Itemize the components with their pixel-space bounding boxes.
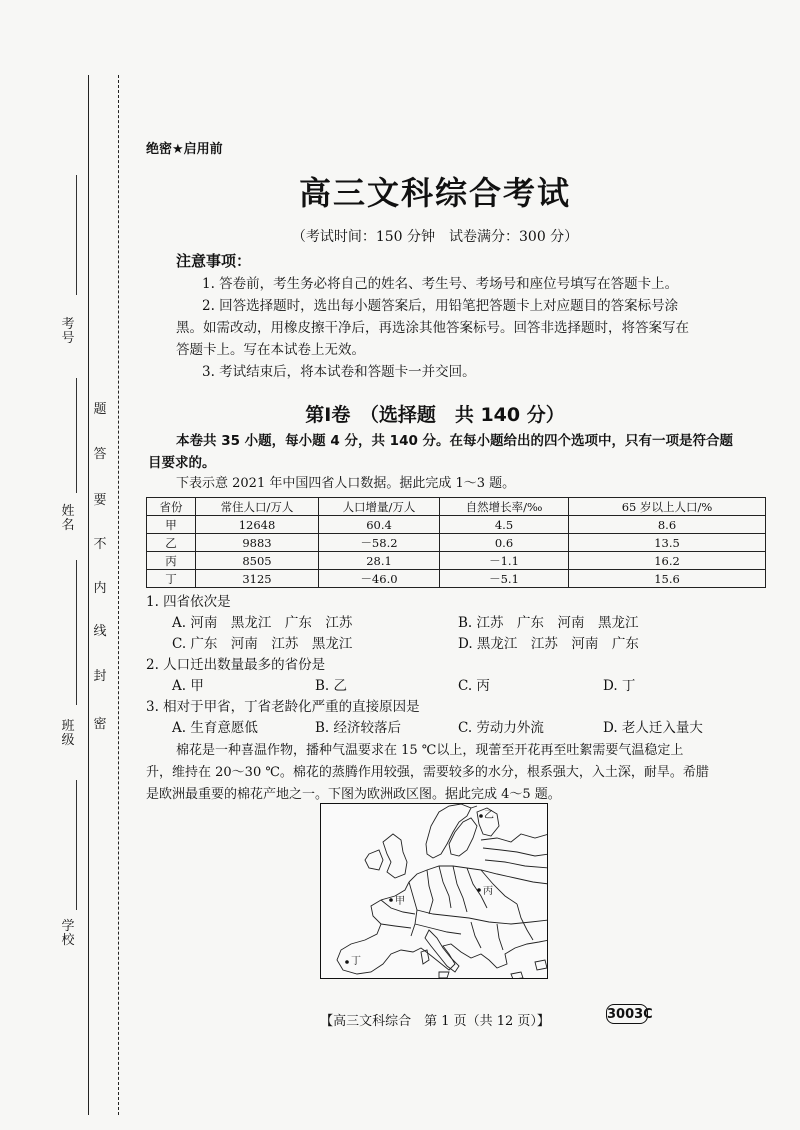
table-cell: 丁	[147, 570, 196, 588]
field-label-class: 班级	[61, 719, 75, 748]
passage-line: 升，维持在 20～30 ℃。棉花的蒸腾作用较强，需要较多的水分，根系强大，入土深，耐旱。希腊	[146, 765, 709, 780]
passage-line: 是欧洲最重要的棉花产地之一。下图为欧洲政区图。据此完成 4～5 题。	[146, 787, 561, 802]
table-header-cell: 省份	[147, 498, 196, 516]
table-cell: －5.1	[440, 570, 569, 588]
table-cell: 15.6	[569, 570, 766, 588]
table-row	[147, 534, 766, 552]
map-city-dot	[389, 898, 393, 902]
seal-char: 题	[93, 402, 107, 417]
population-table	[146, 497, 766, 588]
seal-char: 不	[93, 537, 107, 552]
answer-option[interactable]: A. 甲	[172, 678, 204, 694]
table-cell: 3125	[196, 570, 319, 588]
field-blank-class[interactable]	[76, 560, 77, 705]
section-intro: 目要求的。	[148, 455, 216, 471]
map-city-dot	[345, 960, 349, 964]
table-cell: 28.1	[319, 552, 440, 570]
passage-line: 棉花是一种喜温作物，播种气温要求在 15 ℃以上，现蕾至开花再至吐絮需要气温稳定上	[176, 743, 684, 758]
section-intro: 本卷共 35 小题，每小题 4 分，共 140 分。在每小题给出的四个选项中，只有一项是符合题	[176, 433, 734, 449]
answer-option[interactable]: A. 河南 黑龙江 广东 江苏	[172, 615, 353, 631]
map-label: 丁	[351, 956, 361, 967]
note-item: 3. 考试结束后，将本试卷和答题卡一并交回。	[202, 364, 476, 380]
map-label: 乙	[484, 810, 494, 821]
field-blank-name[interactable]	[76, 378, 77, 493]
table-cell: 8.6	[569, 516, 766, 534]
table-cell: 乙	[147, 534, 196, 552]
table-header-cell: 自然增长率/‰	[440, 498, 569, 516]
table-header-cell: 人口增量/万人	[319, 498, 440, 516]
table-row	[147, 552, 766, 570]
answer-option[interactable]: C. 丙	[458, 678, 490, 694]
seal-char: 内	[93, 581, 107, 596]
table-cell: 16.2	[569, 552, 766, 570]
answer-option[interactable]: D. 老人迁入量大	[603, 720, 703, 736]
secret-mark: 绝密★启用前	[146, 142, 223, 157]
notes-heading: 注意事项：	[176, 252, 252, 270]
table-cell: 60.4	[319, 516, 440, 534]
table-cell: 13.5	[569, 534, 766, 552]
answer-option[interactable]: D. 丁	[603, 678, 636, 694]
table-cell: 0.6	[440, 534, 569, 552]
table-cell: 4.5	[440, 516, 569, 534]
table-row	[147, 570, 766, 588]
seal-char: 答	[93, 447, 107, 462]
table-cell: 12648	[196, 516, 319, 534]
table-header-cell: 65 岁以上人口/%	[569, 498, 766, 516]
page-footer: 【高三文科综合 第 1 页（共 12 页）】	[320, 1014, 550, 1029]
field-blank-school[interactable]	[76, 780, 77, 910]
answer-option[interactable]: D. 黑龙江 江苏 河南 广东	[458, 636, 639, 652]
question-stem: 3. 相对于甲省，丁省老龄化严重的直接原因是	[146, 699, 420, 715]
table-cell: －46.0	[319, 570, 440, 588]
table-intro: 下表示意 2021 年中国四省人口数据。据此完成 1～3 题。	[176, 476, 516, 491]
page-title: 高三文科综合考试	[298, 174, 571, 212]
field-label-name: 姓名	[61, 504, 75, 533]
table-cell: 丙	[147, 552, 196, 570]
table-header-row	[147, 498, 766, 516]
note-item: 2. 回答选择题时，选出每小题答案后，用铅笔把答题卡上对应题目的答案标号涂	[202, 298, 679, 314]
table-cell: 8505	[196, 552, 319, 570]
europe-map	[320, 803, 548, 979]
map-label: 甲	[395, 896, 405, 907]
seal-char: 线	[93, 624, 107, 639]
table-header-cell: 常住人口/万人	[196, 498, 319, 516]
answer-option[interactable]: C. 广东 河南 江苏 黑龙江	[172, 636, 353, 652]
answer-option[interactable]: B. 江苏 广东 河南 黑龙江	[458, 615, 639, 631]
question-stem: 1. 四省依次是	[146, 594, 231, 610]
table-cell: －58.2	[319, 534, 440, 552]
exam-info: （考试时间：150 分钟 试卷满分：300 分）	[291, 229, 579, 245]
europe-map-drawing	[321, 804, 548, 979]
map-label: 丙	[483, 886, 493, 897]
seal-char: 密	[93, 717, 107, 732]
answer-option[interactable]: A. 生育意愿低	[172, 720, 258, 736]
table-cell: －1.1	[440, 552, 569, 570]
table-cell: 甲	[147, 516, 196, 534]
section-title: 第Ⅰ卷 （选择题 共 140 分）	[305, 404, 565, 426]
paper-code: 3003C	[606, 1004, 648, 1024]
answer-option[interactable]: B. 乙	[315, 678, 348, 694]
field-label-school: 学校	[61, 919, 75, 948]
note-item: 1. 答卷前，考生务必将自己的姓名、考生号、考场号和座位号填写在答题卡上。	[202, 276, 679, 292]
answer-option[interactable]: C. 劳动力外流	[458, 720, 544, 736]
map-city-dot	[477, 888, 481, 892]
table-cell: 9883	[196, 534, 319, 552]
note-item: 答题卡上。写在本试卷上无效。	[176, 342, 365, 358]
table-row	[147, 516, 766, 534]
note-item: 黑。如需改动，用橡皮擦干净后，再选涂其他答案标号。回答非选择题时，将答案写在	[176, 320, 689, 336]
question-stem: 2. 人口迁出数量最多的省份是	[146, 657, 326, 673]
seal-char: 要	[93, 493, 107, 508]
map-city-dot	[479, 814, 483, 818]
answer-option[interactable]: B. 经济较落后	[315, 720, 402, 736]
field-label-exam-number: 考号	[61, 317, 75, 346]
seal-char: 封	[93, 669, 107, 684]
